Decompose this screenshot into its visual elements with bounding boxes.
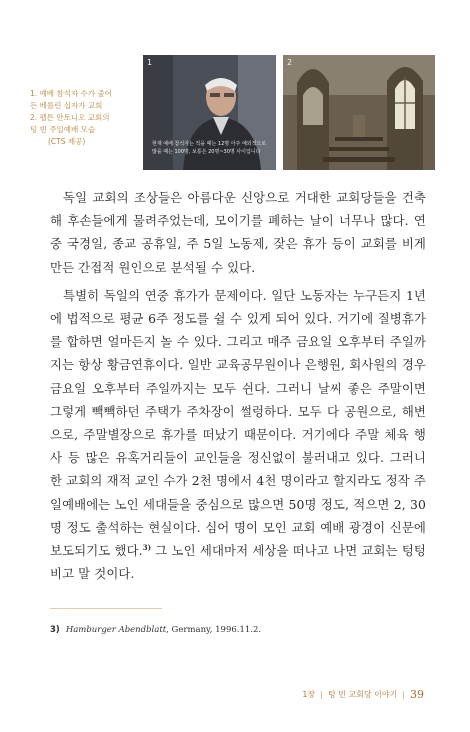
caption-line: 텅 빈 주일예배 모습 bbox=[30, 125, 96, 134]
photo-2-image bbox=[283, 55, 435, 170]
footnote-title: Hamburger Abendblatt bbox=[65, 625, 167, 635]
caption-line: 2. 펠튼 안토니오 교회의 bbox=[30, 113, 110, 122]
paragraph-text: 그 노인 세대마저 세상을 떠나고 나면 교회는 텅텅 비고 말 것이다. bbox=[50, 543, 426, 582]
photo-empty-church bbox=[283, 55, 435, 170]
body-text bbox=[50, 186, 426, 585]
caption-line: 든 베를린 십자가 교회 bbox=[30, 101, 103, 110]
footnote-reference: 3) bbox=[142, 543, 152, 553]
photo-subtitle bbox=[152, 140, 270, 156]
page-footer bbox=[302, 688, 424, 701]
caption-line: 1. 예배 참석자 수가 줄어 bbox=[30, 89, 112, 98]
photo-caption bbox=[30, 88, 142, 148]
footnote-marker: 3) bbox=[50, 625, 60, 635]
subtitle-line: 현재 예배 참석자는 적을 때는 12명 아주 예외적으로 bbox=[152, 141, 267, 147]
photo-church-interview bbox=[143, 55, 276, 170]
chapter-title: 텅 빈 교회당 이야기 bbox=[327, 690, 398, 699]
caption-line: (CTS 제공) bbox=[48, 137, 86, 146]
footer-divider: | bbox=[402, 690, 405, 699]
photo-number: 1 bbox=[147, 58, 153, 67]
chapter-label: 1장 bbox=[302, 690, 316, 699]
paragraph bbox=[50, 284, 426, 586]
paragraph bbox=[50, 186, 426, 279]
footnote bbox=[50, 625, 261, 635]
photo-number: 2 bbox=[287, 58, 293, 67]
footer-divider: | bbox=[320, 690, 323, 699]
page-number: 39 bbox=[410, 688, 424, 701]
paragraph-text: 특별히 독일의 연중 휴가가 문제이다. 일단 노동자는 누구든지 1년에 법적으로 평균 6주 정도를 쉴 수 있게 되어 있다. 거기에 질병휴가를 합하면 얼마든지 놀 수 있다. 그리고 매주 금요일 오후부터 주일까지는 항상 황금연휴이다. 일반 교육공무원이나 은행원, 회사원의 경우 금요일 오후부터 주일까지는 모두 쉰다. 그러니 날씨 좋은 주말이면 그렇게 빽빽하던 주택가 주차장이 썰렁하다. 모두 다 공원으로, 해변으로, 주말별장으로 휴가를 떠났기 때문이다. 거기에다 주말 체육 행사 등 많은 유혹거리들이 교인들을 정신없이 불러내고 있다. 그러니 한 교회의 재적 교인 수가 2천 명에서 4천 명이라고 할지라도 정작 주일예배에는 노인 세대들을 중심으로 많으면 50명 정도, 적으면 2, 30명 정도 출석하는 현실이다. 심어 명이 모인 교회 예배 광경이 신문에 보도되기도 했다. bbox=[50, 287, 426, 559]
footnote-divider bbox=[50, 608, 162, 609]
footnote-details: , Germany, 1996.11.2. bbox=[166, 625, 262, 635]
subtitle-line: 많을 때는 100명, 보통은 20명~30명 사이입니다 bbox=[152, 149, 261, 155]
paragraph-text: 독일 교회의 조상들은 아름다운 신앙으로 거대한 교회당들을 건축해 후손들에게 물려주었는데, 모이기를 폐하는 날이 너무나 많다. 연중 국경일, 종교 공휴일, 주 5일 노동제, 잦은 휴가 등이 교회를 비게 만든 간접적 원인으로 분석될 수 있다. bbox=[50, 190, 426, 275]
